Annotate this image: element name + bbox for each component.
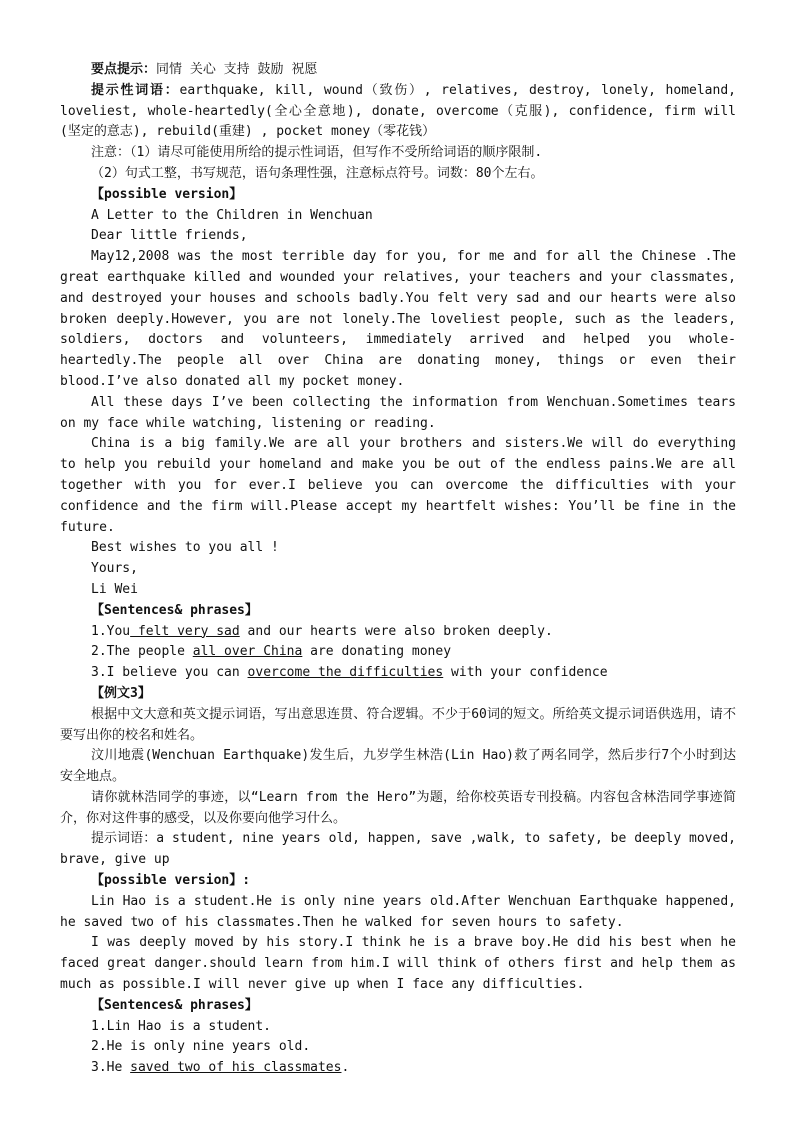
letter-yours: Yours,	[91, 561, 138, 577]
hint-words-paragraph	[60, 81, 736, 143]
sentence-key-phrase: saved two of his classmates	[130, 1060, 342, 1076]
sentence-text: 2.The people	[91, 644, 193, 660]
key-points-label: 要点提示：	[91, 62, 157, 77]
sentence-item: 2.He is only nine years old.	[91, 1039, 311, 1055]
sentences-phrases-heading: 【Sentences& phrases】	[91, 602, 258, 618]
sentence-item	[60, 622, 736, 643]
letter-greeting: Dear little friends,	[91, 228, 248, 244]
sentence-item	[60, 1058, 736, 1079]
sentence-key-phrase: all over China	[192, 644, 303, 660]
sentence-text: are donating money	[302, 644, 452, 660]
key-points-line	[60, 60, 736, 81]
sentence-text: 3.He	[91, 1060, 131, 1076]
hint-words-text: earthquake, kill, wound（致伤）, relatives, destroy, lonely, homeland, loveliest, whole-heartedly(全心全意地), donate, overcome（克服), confidence, firm will (坚定的意志), rebuild(重建) , pocket money（零花钱）	[60, 82, 736, 140]
letter-closing: Best wishes to you all !	[91, 540, 279, 556]
sentence-text: 1.You	[91, 623, 131, 639]
example-3-paragraph-1: Lin Hao is a student.He is only nine years old.After Wenchuan Earthquake happened, he saved two of his classmates.Then he walked for seven hours to safety.	[60, 893, 736, 930]
example-3-heading: 【例文3】	[91, 685, 151, 701]
example-3-sentences-heading: 【Sentences& phrases】	[91, 997, 258, 1013]
sentence-text: 3.I believe you can	[91, 665, 248, 681]
sentence-key-phrase: overcome the difficulties	[247, 665, 444, 681]
letter-paragraph-1: May12,2008 was the most terrible day for you, for me and for all the Chinese .The great earthquake killed and wounded your relatives, your teachers and your classmates, and destroyed your houses and schools badly.You felt very sad and our hearts were also broken deeply.However, you are not lonely.The loveliest people, such as the leaders, soldiers, doctors and volunteers, immediately arrived and helped you whole-heartedly.The people all over China are donating money, things or even their blood.I’ve also donated all my pocket money.	[60, 249, 736, 389]
sentence-item: 1.Lin Hao is a student.	[91, 1018, 272, 1034]
hint-words-label: 提示性词语：	[91, 82, 180, 98]
sentence-text: and our hearts were also broken deeply.	[239, 623, 553, 639]
letter-paragraph-3: China is a big family.We are all your brothers and sisters.We will do everything to help you rebuild your homeland and make you be out of the endless pains.We are all together with you for ever.I believe you can overcome the difficulties with your confidence and the firm will.Please accept my heartfelt wishes: You’ll be fine in the future.	[60, 436, 736, 535]
letter-paragraph-2: All these days I’ve been collecting the information from Wenchuan.Sometimes tears on my face while watching, listening or reading.	[60, 394, 736, 431]
sentence-key-phrase: felt very sad	[130, 623, 240, 639]
note-1: 注意：（1）请尽可能使用所给的提示性词语，但写作不受所给词语的顺序限制.	[91, 145, 543, 161]
example-3-background: 汶川地震(Wenchuan Earthquake)发生后，九岁学生林浩(Lin Hao)救了两名同学，然后步行7个小时到达安全地点。	[60, 748, 736, 785]
possible-version-heading: 【possible version】	[91, 186, 243, 202]
example-3-paragraph-2: I was deeply moved by his story.I think he is a brave boy.He did his best when he faced great danger.should learn from him.I will think of others first and help them as much as possible.I will never give up when I face any difficulties.	[60, 935, 736, 993]
example-3-hints: 提示词语：a student, nine years old, happen, save ,walk, to safety, be deeply moved, brave, give up	[60, 831, 736, 868]
letter-signature: Li Wei	[91, 581, 138, 597]
sentence-text: .	[341, 1060, 350, 1076]
example-3-task: 请你就林浩同学的事迹，以“Learn from the Hero”为题，给你校英语专刊投稿。内容包含林浩同学事迹简介，你对这件事的感受，以及你要向他学习什么。	[60, 789, 736, 826]
example-3-instructions: 根据中文大意和英文提示词语，写出意思连贯、符合逻辑。不少于60词的短文。所给英文提示词语供选用，请不要写出你的校名和姓名。	[60, 706, 736, 743]
note-2: （2）句式工整，书写规范，语句条理性强，注意标点符号。词数：80个左右。	[91, 165, 544, 181]
key-points-text: 同情 关心 支持 鼓励 祝愿	[156, 62, 318, 77]
letter-title: A Letter to the Children in Wenchuan	[91, 207, 373, 223]
sentence-text: with your confidence	[443, 665, 608, 681]
sentence-item	[60, 642, 736, 663]
document-page	[60, 60, 736, 1079]
example-3-possible-version-heading: 【possible version】:	[91, 873, 251, 889]
sentence-item	[60, 663, 736, 684]
